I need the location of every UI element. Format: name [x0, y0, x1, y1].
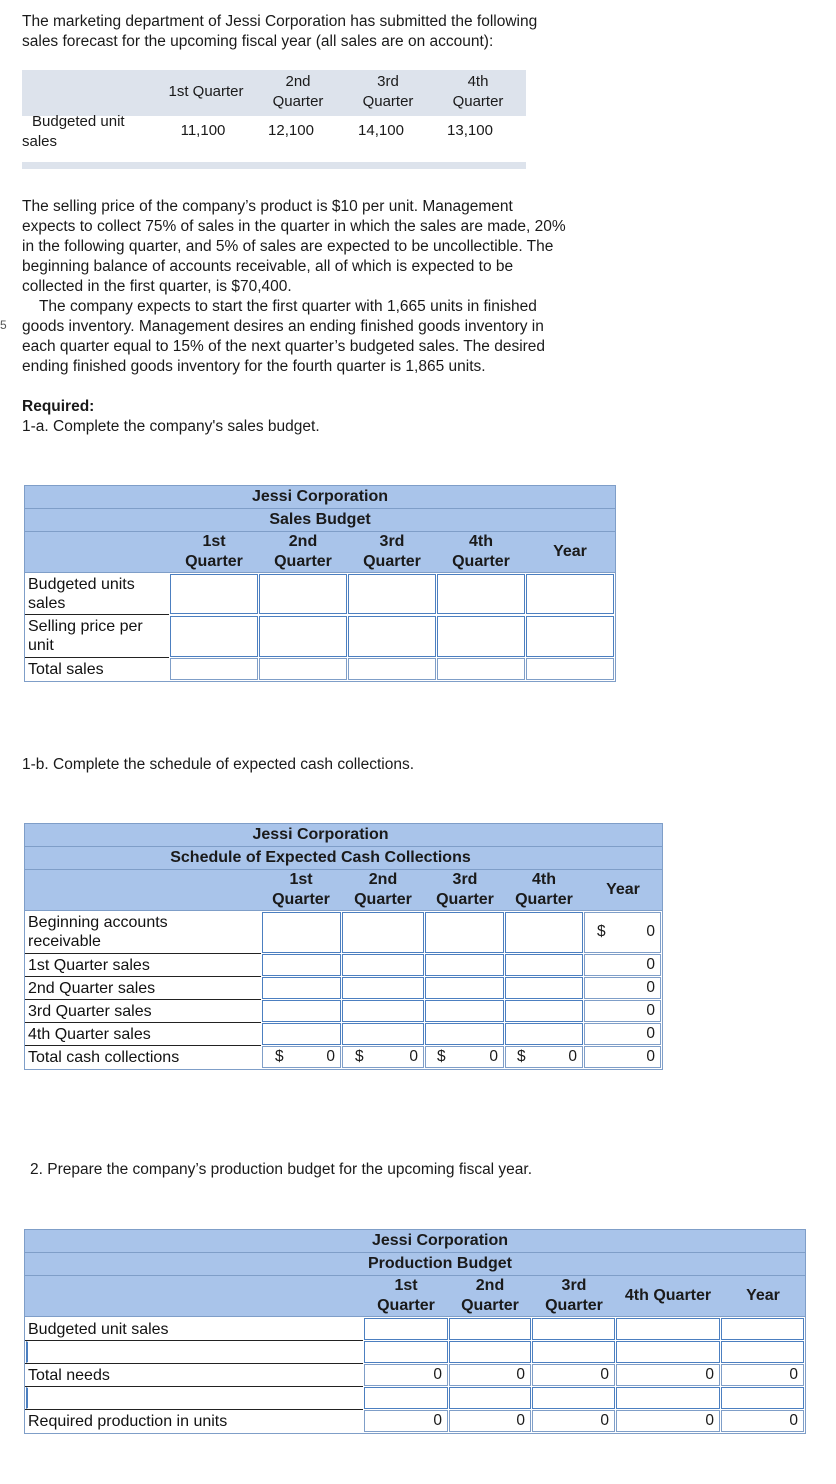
prod-totalneeds-q2-value: 0	[516, 1366, 525, 1383]
prod-row4-year-input[interactable]	[721, 1387, 804, 1409]
sales-row-units-l1: Budgeted units	[28, 576, 135, 593]
sales-price-q4-input[interactable]	[437, 616, 525, 657]
cash-total-q4-dollar: $	[517, 1048, 526, 1065]
sales-col-year: Year	[553, 543, 587, 560]
cash-beginning-q1-input[interactable]	[262, 912, 341, 953]
sales-col-q1-l1: 1st	[202, 533, 226, 550]
sales-total-q4	[437, 658, 525, 680]
prod-row-4-label-input[interactable]	[26, 1387, 363, 1409]
sales-col-q1-l2: Quarter	[185, 553, 243, 570]
prod-row-total-needs: Total needs	[28, 1367, 110, 1384]
forecast-footer-band	[22, 162, 526, 169]
prod-totalneeds-q4-value: 0	[705, 1366, 714, 1383]
forecast-col-1-label: 1st Quarter	[168, 83, 244, 100]
prod-totalneeds-q3-value: 0	[600, 1366, 609, 1383]
sales-price-q2-input[interactable]	[259, 616, 347, 657]
prod-totalneeds-q1-value: 0	[433, 1366, 442, 1383]
cash-q4sales-q2-input[interactable]	[342, 1023, 424, 1045]
cash-year-q1-value: 0	[646, 956, 655, 973]
cash-year-dollar: $	[597, 923, 606, 940]
cash-q1sales-q4-input[interactable]	[505, 954, 583, 976]
sales-row-price-l1: Selling price per	[28, 618, 143, 635]
para-line: beginning balance of accounts receivable, all of which is expected to be	[22, 258, 514, 275]
sales-budget-company: Jessi Corporation	[251, 488, 389, 505]
row-divider	[25, 1363, 363, 1364]
sales-units-year-input[interactable]	[526, 574, 614, 614]
cash-row-q2: 2nd Quarter sales	[28, 980, 156, 997]
cash-q3sales-q4-input[interactable]	[505, 1000, 583, 1022]
sales-col-q4	[438, 532, 524, 572]
prod-company: Jessi Corporation	[371, 1232, 509, 1249]
prod-budgeted-q1-input[interactable]	[364, 1318, 448, 1340]
cash-total-q1-dollar: $	[275, 1048, 284, 1065]
sales-budget-table	[24, 485, 616, 682]
prod-row2-q4-input[interactable]	[616, 1341, 720, 1363]
prod-col-q3	[533, 1276, 615, 1316]
sales-price-q3-input[interactable]	[348, 616, 436, 657]
row-divider	[25, 999, 261, 1000]
forecast-value-q3: 14,100	[358, 122, 404, 139]
cash-company-text: Jessi Corporation	[252, 826, 389, 843]
sales-col-q3-l2: Quarter	[363, 553, 421, 570]
forecast-col-1	[160, 82, 252, 102]
cash-total-q3-value: 0	[489, 1048, 498, 1065]
forecast-col-2-line2: Quarter	[272, 93, 324, 110]
cash-year-q4-value: 0	[646, 1025, 655, 1042]
cash-row-beginning	[28, 913, 168, 951]
row-divider	[25, 1045, 261, 1046]
prod-required-q2-value: 0	[516, 1412, 525, 1429]
prod-required-q3-value: 0	[600, 1412, 609, 1429]
production-budget-table	[24, 1229, 806, 1434]
sales-row-units-l2: sales	[28, 595, 66, 612]
cash-total-q2-dollar: $	[355, 1048, 364, 1065]
forecast-row-label	[22, 112, 125, 152]
prod-budgeted-q4-input[interactable]	[616, 1318, 720, 1340]
prod-row4-q1-input[interactable]	[364, 1387, 448, 1409]
prod-col-q1-l1: 1st	[394, 1277, 418, 1294]
forecast-col-4-line1: 4th	[467, 73, 489, 90]
sales-col-q3-l1: 3rd	[379, 533, 405, 550]
prod-row4-q3-input[interactable]	[532, 1387, 615, 1409]
prod-col-q2	[449, 1276, 531, 1316]
sales-budget-title: Sales Budget	[269, 511, 371, 528]
sales-units-q1-input[interactable]	[170, 574, 258, 614]
cash-year-beginning-value: 0	[646, 923, 655, 940]
cash-row-q3: 3rd Quarter sales	[28, 1003, 152, 1020]
cash-col-q2-l2: Quarter	[354, 891, 412, 908]
sales-total-q1	[170, 658, 258, 680]
row-divider	[25, 976, 261, 977]
cash-q1sales-q3-input[interactable]	[425, 954, 504, 976]
row-divider	[25, 614, 169, 615]
forecast-col-3	[352, 72, 424, 112]
prod-required-q1-value: 0	[433, 1412, 442, 1429]
cash-title-text: Schedule of Expected Cash Collections	[170, 849, 471, 866]
task-1b: 1-b. Complete the schedule of expected cash collections.	[22, 756, 415, 773]
sales-row-price	[28, 617, 143, 655]
sales-row-price-l2: unit	[28, 637, 54, 654]
para-line: in the following quarter, and 5% of sales are expected to be uncollectible. The	[22, 238, 554, 255]
cash-col-q4	[506, 870, 582, 910]
para-line: The company expects to start the first quarter with 1,665 units in finished	[22, 298, 537, 315]
prod-col-q1-l2: Quarter	[377, 1297, 435, 1314]
cash-col-q3-l1: 3rd	[452, 871, 478, 888]
cash-q4sales-q1-input[interactable]	[262, 1023, 341, 1045]
prod-col-q2-l1: 2nd	[475, 1277, 505, 1294]
cash-company	[25, 824, 662, 846]
prod-budgeted-q2-input[interactable]	[449, 1318, 531, 1340]
row-divider	[25, 953, 261, 954]
cash-q3sales-q1-input[interactable]	[262, 1000, 341, 1022]
sales-units-q3-input[interactable]	[348, 574, 436, 614]
cash-col-q1-l2: Quarter	[272, 891, 330, 908]
prod-col-year: Year	[746, 1287, 780, 1304]
cash-row-total: Total cash collections	[28, 1049, 180, 1066]
para-line: goods inventory. Management desires an ending finished goods inventory in	[22, 318, 544, 335]
forecast-col-3-line1: 3rd	[377, 73, 399, 90]
cash-year-total-value: 0	[646, 1048, 655, 1065]
row-divider	[25, 1022, 261, 1023]
sales-col-q4-l1: 4th	[469, 533, 493, 550]
prod-totalneeds-year-value: 0	[789, 1366, 798, 1383]
prod-row4-q2-input[interactable]	[449, 1387, 531, 1409]
cash-col-q1	[262, 870, 340, 910]
cash-q3sales-q2-input[interactable]	[342, 1000, 424, 1022]
forecast-col-2	[262, 72, 334, 112]
cash-col-year: Year	[606, 881, 640, 898]
intro-line-1: The marketing department of Jessi Corporation has submitted the following	[22, 13, 538, 30]
sales-total-q2	[259, 658, 347, 680]
forecast-col-4	[440, 72, 516, 112]
cash-col-q2	[343, 870, 423, 910]
cash-total-q1-value: 0	[326, 1048, 335, 1065]
sales-price-q1-input[interactable]	[170, 616, 258, 657]
sales-total-year	[526, 658, 614, 680]
sales-col-q2-l1: 2nd	[288, 533, 318, 550]
prod-row-budgeted: Budgeted unit sales	[28, 1321, 169, 1338]
cash-year-q2-value: 0	[646, 979, 655, 996]
prod-row2-q1-input[interactable]	[364, 1341, 448, 1363]
task-1a: 1-a. Complete the company's sales budget.	[22, 418, 320, 435]
cash-col-q3	[426, 870, 504, 910]
intro-line-2: sales forecast for the upcoming fiscal year (all sales are on account):	[22, 33, 494, 50]
cash-col-q2-l1: 2nd	[368, 871, 398, 888]
cash-beginning-q4-input[interactable]	[505, 912, 583, 953]
margin-marker: 5	[0, 318, 7, 332]
cash-q2sales-q3-input[interactable]	[425, 977, 504, 999]
prod-col-q1	[364, 1276, 448, 1316]
cash-q2sales-q2-input[interactable]	[342, 977, 424, 999]
cash-col-q3-l2: Quarter	[436, 891, 494, 908]
para-line: ending finished goods inventory for the fourth quarter is 1,865 units.	[22, 358, 486, 375]
prod-col-q3-l1: 3rd	[561, 1277, 587, 1294]
para-line: collected in the first quarter, is $70,400.	[22, 278, 292, 295]
problem-paragraph	[22, 197, 642, 377]
sales-col-q2-l2: Quarter	[274, 553, 332, 570]
forecast-col-3-line2: Quarter	[362, 93, 414, 110]
sales-row-total: Total sales	[28, 661, 104, 678]
cash-beginning-q3-input[interactable]	[425, 912, 504, 953]
sales-units-q2-input[interactable]	[259, 574, 347, 614]
forecast-value-q2: 12,100	[268, 122, 314, 139]
forecast-col-4-line2: Quarter	[452, 93, 504, 110]
prod-title: Production Budget	[368, 1255, 512, 1272]
cash-total-q4-value: 0	[568, 1048, 577, 1065]
prod-budgeted-year-input[interactable]	[721, 1318, 804, 1340]
sales-col-q1	[171, 532, 257, 572]
sales-col-q3	[349, 532, 435, 572]
prod-required-year-value: 0	[789, 1412, 798, 1429]
sales-col-q4-l2: Quarter	[452, 553, 510, 570]
para-line: The selling price of the company’s product is $10 per unit. Management	[22, 198, 513, 215]
cash-row-q1: 1st Quarter sales	[28, 957, 150, 974]
sales-price-year-input[interactable]	[526, 616, 614, 657]
forecast-value-q1: 11,100	[180, 122, 226, 139]
prod-row2-q3-input[interactable]	[532, 1341, 615, 1363]
cash-row-q4: 4th Quarter sales	[28, 1026, 151, 1043]
cash-col-q4-l1: 4th	[532, 871, 556, 888]
task-2: 2. Prepare the company’s production budget for the upcoming fiscal year.	[30, 1161, 533, 1178]
required-label: Required:	[22, 398, 95, 415]
cash-q4sales-q3-input[interactable]	[425, 1023, 504, 1045]
row-divider	[25, 657, 169, 658]
cash-q1sales-q1-input[interactable]	[262, 954, 341, 976]
sales-col-q2	[260, 532, 346, 572]
sales-units-q4-input[interactable]	[437, 574, 525, 614]
sales-row-units	[28, 575, 135, 613]
prod-row2-q2-input[interactable]	[449, 1341, 531, 1363]
forecast-value-q4: 13,100	[447, 122, 493, 139]
cash-col-q4-l2: Quarter	[515, 891, 573, 908]
prod-row-2-label-input[interactable]	[26, 1341, 363, 1363]
prod-col-q4: 4th Quarter	[624, 1287, 712, 1304]
forecast-col-2-line1: 2nd	[285, 73, 311, 90]
prod-col-q2-l2: Quarter	[461, 1297, 519, 1314]
cash-row-beginning-l2: receivable	[28, 933, 101, 950]
cash-q4sales-q4-input[interactable]	[505, 1023, 583, 1045]
cash-row-beginning-l1: Beginning accounts	[28, 914, 168, 931]
prod-col-q3-l2: Quarter	[545, 1297, 603, 1314]
prod-row2-year-input[interactable]	[721, 1341, 804, 1363]
cash-q2sales-q1-input[interactable]	[262, 977, 341, 999]
prod-row-required: Required production in units	[28, 1413, 228, 1430]
intro-text	[22, 12, 642, 52]
cash-collections-table	[24, 823, 663, 1070]
para-line: expects to collect 75% of sales in the quarter in which the sales are made, 20%	[22, 218, 566, 235]
cash-col-q1-l1: 1st	[289, 871, 313, 888]
forecast-row-label-line1: Budgeted unit	[32, 113, 125, 130]
row-divider	[25, 1409, 363, 1410]
sales-total-q3	[348, 658, 436, 680]
prod-budgeted-q3-input[interactable]	[532, 1318, 615, 1340]
cash-total-q2-value: 0	[409, 1048, 418, 1065]
prod-row4-q4-input[interactable]	[616, 1387, 720, 1409]
para-line: each quarter equal to 15% of the next quarter’s budgeted sales. The desired	[22, 338, 546, 355]
cash-title	[25, 847, 662, 869]
prod-required-q4-value: 0	[705, 1412, 714, 1429]
cash-q2sales-q4-input[interactable]	[505, 977, 583, 999]
forecast-row-label-line2: sales	[22, 133, 58, 150]
cash-year-q3-value: 0	[646, 1002, 655, 1019]
cash-beginning-q2-input[interactable]	[342, 912, 424, 953]
cash-q1sales-q2-input[interactable]	[342, 954, 424, 976]
cash-total-q3-dollar: $	[437, 1048, 446, 1065]
cash-q3sales-q3-input[interactable]	[425, 1000, 504, 1022]
